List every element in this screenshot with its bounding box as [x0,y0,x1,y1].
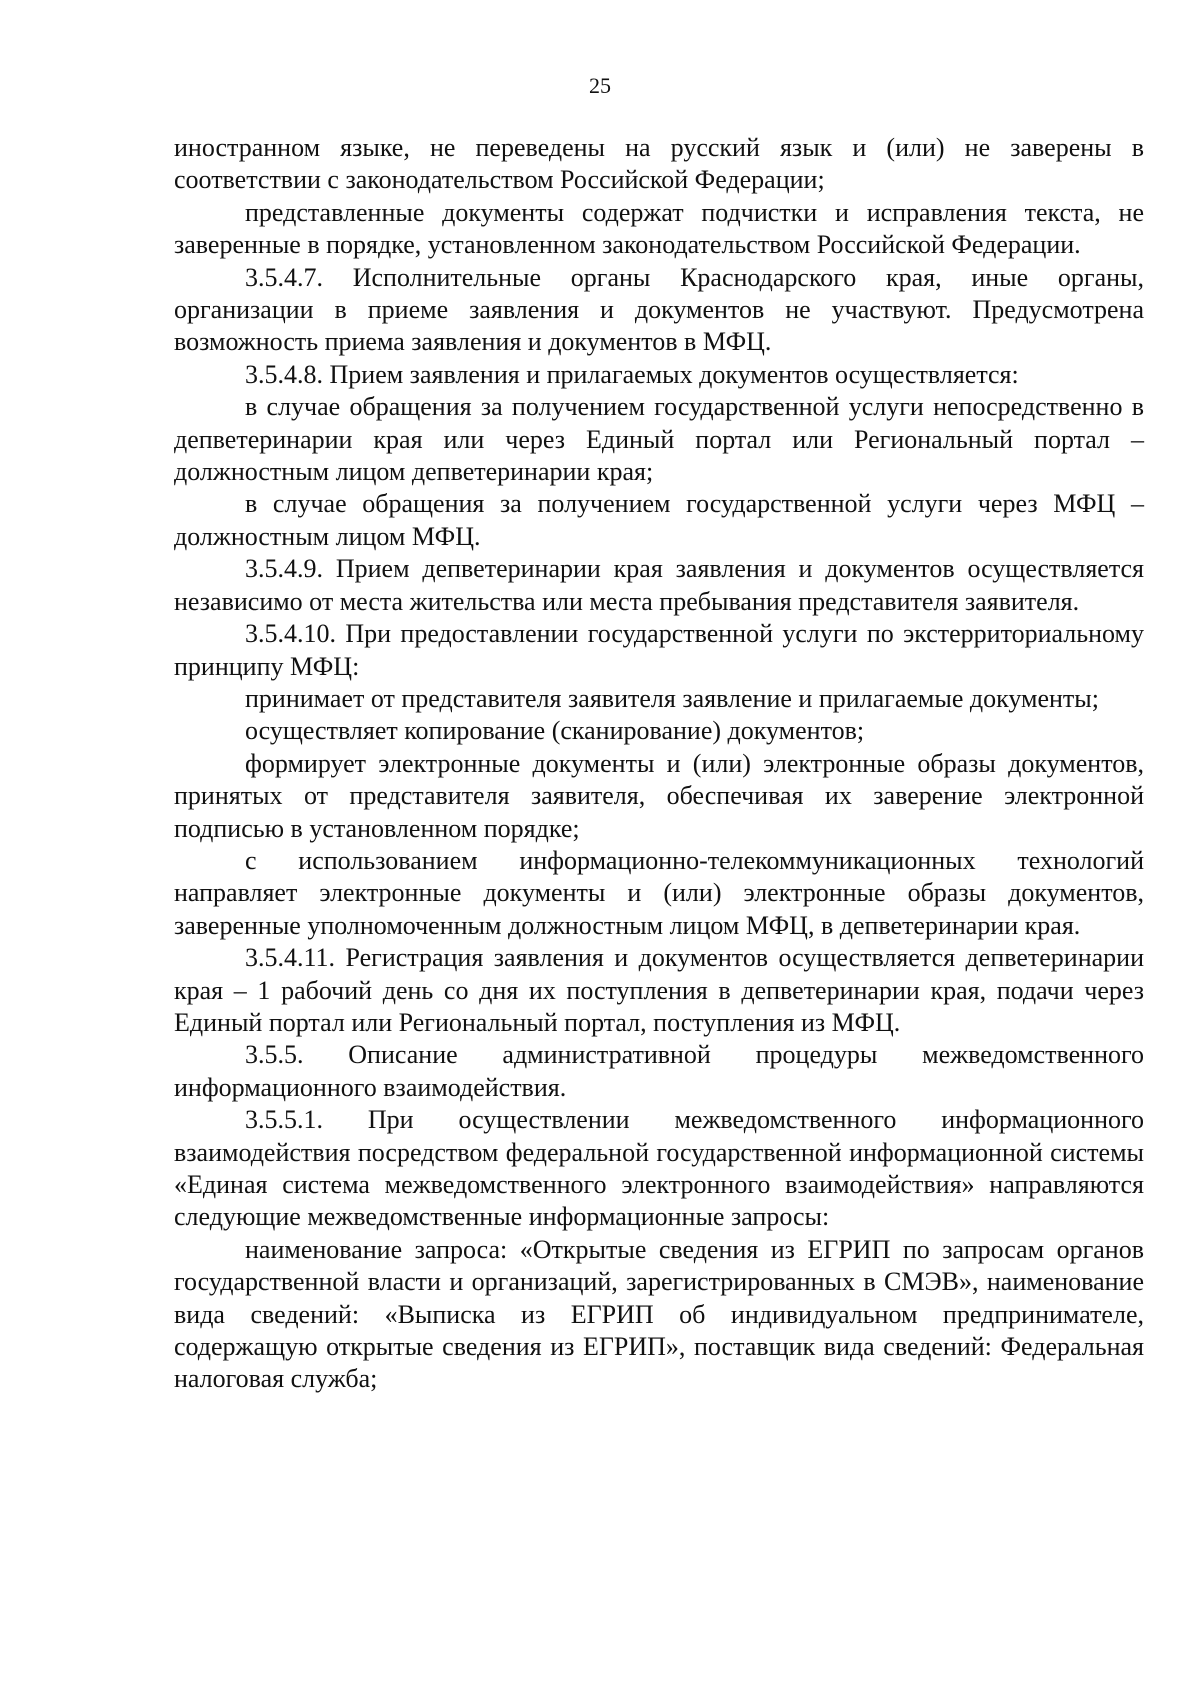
paragraph: 3.5.4.9. Прием депветеринарии края заявления и документов осуществляется независимо от места жительства или места пребывания представителя заявителя. [174,554,1144,616]
page-number: 25 [589,73,611,98]
paragraph: 3.5.5.1. При осуществлении межведомственного информационного взаимодействия посредством федеральной государственной информационной системы «Единая система межведомственного электронного взаимодействия» направляются следующие межведомственные информационные запросы: [174,1105,1144,1232]
document-body [174,132,1144,1396]
paragraph: наименование запроса: «Открытые сведения из ЕГРИП по запросам органов государственной власти и организаций, зарегистрированных в СМЭВ», наименование вида сведений: «Выписка из ЕГРИП об индивидуальном предпринимателе, содержащую открытые сведения из ЕГРИП», поставщик вида сведений: Федеральная налоговая служба; [174,1234,1144,1394]
paragraph: с использованием информационно-телекоммуникационных технологий направляет электронные документы и (или) электронные образы документов, заверенные уполномоченным должностным лицом МФЦ, в депветеринарии края. [174,845,1144,940]
paragraph: формирует электронные документы и (или) электронные образы документов, принятых от представителя заявителя, обеспечивая их заверение электронной подписью в установленном порядке; [174,748,1144,843]
paragraph: 3.5.4.11. Регистрация заявления и документов осуществляется депветеринарии края – 1 рабочий день со дня их поступления в депветеринарии края, подачи через Единый портал или Региональный портал, поступления из МФЦ. [174,943,1144,1037]
paragraph: 3.5.4.7. Исполнительные органы Краснодарского края, иные органы, организации в приеме заявления и документов не участвуют. Предусмотрена возможность приема заявления и документов в МФЦ. [174,262,1144,357]
paragraph: в случае обращения за получением государственной услуги через МФЦ – должностным лицом МФЦ. [174,489,1144,551]
paragraph: осуществляет копирование (сканирование) документов; [245,716,865,746]
paragraph: принимает от представителя заявителя заявление и прилагаемые документы; [245,683,1099,713]
paragraph: 3.5.4.8. Прием заявления и прилагаемых документов осуществляется: [245,359,1019,389]
paragraph: иностранном языке, не переведены на русский язык и (или) не заверены в соответствии с законодательством Российской Федерации; [174,133,1144,195]
paragraph: 3.5.4.10. При предоставлении государственной услуги по экстерриториальному принципу МФЦ: [174,619,1144,681]
paragraph: 3.5.5. Описание административной процедуры межведомственного информационного взаимодействия. [174,1040,1144,1102]
paragraph: представленные документы содержат подчистки и исправления текста, не заверенные в порядке, установленном законодательством Российской Федерации. [174,197,1144,260]
paragraph: в случае обращения за получением государственной услуги непосредственно в депветеринарии края или через Единый портал или Региональный портал – должностным лицом депветеринарии края; [174,392,1144,487]
